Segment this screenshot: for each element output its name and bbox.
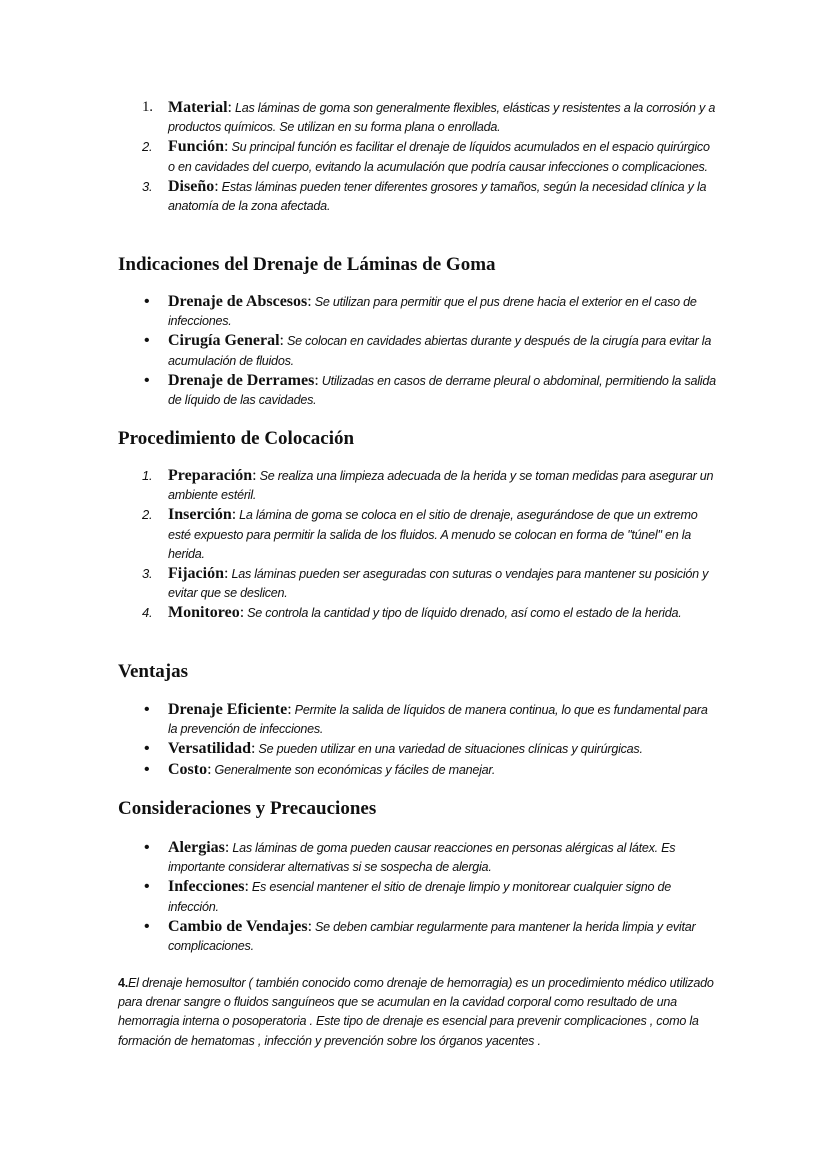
item-colon: :: [227, 99, 232, 116]
item-term: Material: [168, 99, 228, 116]
list-item: [118, 177, 718, 216]
list-number: 2.: [142, 507, 153, 523]
bullet-marker: •: [144, 371, 150, 389]
item-colon: :: [224, 138, 229, 156]
item-term: Función: [168, 138, 225, 156]
item-term: Inserción: [168, 506, 232, 524]
item-description: Se pueden utilizar en una variedad de situaciones clínicas y quirúrgicas.: [255, 742, 643, 757]
item-description: Es esencial mantener el sitio de drenaje limpio y monitorear cualquier signo de infección.: [168, 880, 672, 914]
item-description: Estas láminas pueden tener diferentes grosores y tamaños, según la necesidad clínica y la anatomía de la zona afectada.: [168, 179, 707, 214]
section-heading: Procedimiento de Colocación: [118, 428, 355, 449]
item-description: Se controla la cantidad y tipo de líquido drenado, así como el estado de la herida.: [243, 606, 682, 621]
list-number: 3.: [142, 566, 153, 582]
bullet-list: [118, 838, 718, 956]
bullet-marker: •: [144, 878, 150, 896]
bullet-marker: •: [144, 701, 150, 718]
item-term: Drenaje de Derrames: [168, 371, 315, 389]
item-colon: :: [250, 740, 256, 758]
list-item: [118, 137, 718, 176]
item-colon: :: [307, 917, 312, 935]
list-number: 1.: [142, 99, 153, 115]
item-term: Costo: [168, 760, 208, 778]
item-colon: :: [279, 332, 284, 350]
list-item: [118, 371, 718, 410]
item-colon: :: [314, 371, 319, 389]
numbered-list: [118, 466, 718, 624]
list-item: [118, 564, 718, 603]
list-item: [118, 838, 718, 877]
item-description: La lámina de goma se coloca en el sitio de drenaje, asegurándose de que un extremo esté expuesto para permitir la salida de los fluidos. A menudo se colocan en forma de "túnel" en la herida.: [168, 508, 698, 561]
item-description: Las láminas de goma son generalmente flexibles, elásticas y resistentes a la corrosión y a productos químicos. Se utilizan en su forma plana o enrollada.: [168, 101, 716, 135]
item-term: Preparación: [168, 467, 253, 484]
item-term: Cirugía General: [168, 332, 280, 350]
list-item: [118, 331, 718, 370]
item-colon: :: [224, 839, 230, 856]
list-item: [118, 917, 718, 956]
list-item: [118, 700, 718, 739]
bullet-marker: •: [144, 332, 150, 350]
item-colon: :: [244, 878, 249, 896]
item-description: Permite la salida de líquidos de manera continua, lo que es fundamental para la prevención de infecciones.: [168, 703, 708, 737]
list-item: [118, 466, 718, 505]
item-description: Se realiza una limpieza adecuada de la herida y se toman medidas para asegurar un ambiente estéril.: [168, 469, 714, 503]
list-number: 2.: [142, 139, 153, 155]
item-term: Versatilidad: [168, 740, 251, 758]
item-description: Se colocan en cavidades abiertas durante y después de la cirugía para evitar la acumulación de fluidos.: [168, 334, 712, 368]
item-term: Monitoreo: [168, 604, 240, 622]
bullet-marker: •: [144, 760, 150, 778]
list-item: [118, 505, 718, 564]
bullet-list: [118, 292, 718, 410]
item-description: Su principal función es facilitar el drenaje de líquidos acumulados en el espacio quirúrgico o en cavidades del cuerpo, evitando la acumulación que podría causar infecciones o complicaciones.: [168, 140, 710, 174]
bullet-marker: •: [144, 839, 150, 856]
list-item: [118, 98, 718, 137]
paragraph-number: 4.: [118, 976, 129, 990]
bullet-marker: •: [144, 917, 150, 935]
item-colon: :: [252, 467, 257, 484]
item-colon: :: [214, 177, 219, 195]
list-number: 1.: [142, 468, 153, 483]
item-description: Generalmente son económicas y fáciles de manejar.: [211, 762, 496, 777]
list-item: [118, 292, 718, 331]
final-paragraph: [118, 974, 718, 1051]
section-heading: Ventajas: [118, 661, 189, 682]
item-description: Se deben cambiar regularmente para mantener la herida limpia y evitar complicaciones.: [168, 919, 696, 954]
item-term: Alergias: [168, 839, 225, 856]
item-term: Fijación: [168, 565, 224, 583]
item-description: Utilizadas en casos de derrame pleural o abdominal, permitiendo la salida de líquido de las cavidades.: [168, 373, 716, 408]
item-term: Drenaje de Abscesos: [168, 293, 308, 310]
paragraph-text: El drenaje hemosultor ( también conocido como drenaje de hemorragia) es un procedimiento médico utilizado para drenar sangre o fluidos sanguíneos que se acumulan en la cavidad corporal como resultado de una hemorragia interna o posoperatoria . Este tipo de drenaje es esencial para prevenir complicaciones , como la formación de hematomas , infección y prevención sobre los órganos yacentes .: [118, 976, 714, 1048]
item-description: Se utilizan para permitir que el pus drene hacia el exterior en el caso de infecciones.: [168, 295, 697, 329]
section-heading: Consideraciones y Precauciones: [118, 798, 377, 819]
item-colon: :: [239, 604, 244, 622]
item-colon: :: [287, 701, 292, 718]
list-item: [118, 760, 718, 780]
list-item: [118, 877, 718, 916]
item-term: Cambio de Vendajes: [168, 917, 308, 935]
item-description: Las láminas de goma pueden causar reacciones en personas alérgicas al látex. Es importante considerar alternativas si se sospecha de alergia.: [168, 841, 676, 875]
bullet-marker: •: [144, 293, 150, 310]
item-colon: :: [307, 293, 312, 310]
section-heading: Indicaciones del Drenaje de Láminas de Goma: [118, 254, 496, 275]
list-number: 3.: [142, 178, 153, 194]
item-description: Las láminas pueden ser aseguradas con suturas o vendajes para mantener su posición y evitar que se deslicen.: [168, 567, 709, 601]
item-colon: :: [231, 506, 236, 524]
item-colon: :: [224, 565, 229, 583]
item-colon: :: [207, 760, 212, 778]
bullet-marker: •: [144, 740, 150, 758]
numbered-list: [118, 98, 718, 216]
list-item: [118, 603, 718, 623]
list-item: [118, 739, 718, 759]
list-number: 4.: [142, 605, 153, 621]
item-term: Drenaje Eficiente: [168, 701, 288, 718]
bullet-list: [118, 700, 718, 780]
item-term: Infecciones: [168, 878, 245, 896]
item-term: Diseño: [168, 177, 215, 195]
